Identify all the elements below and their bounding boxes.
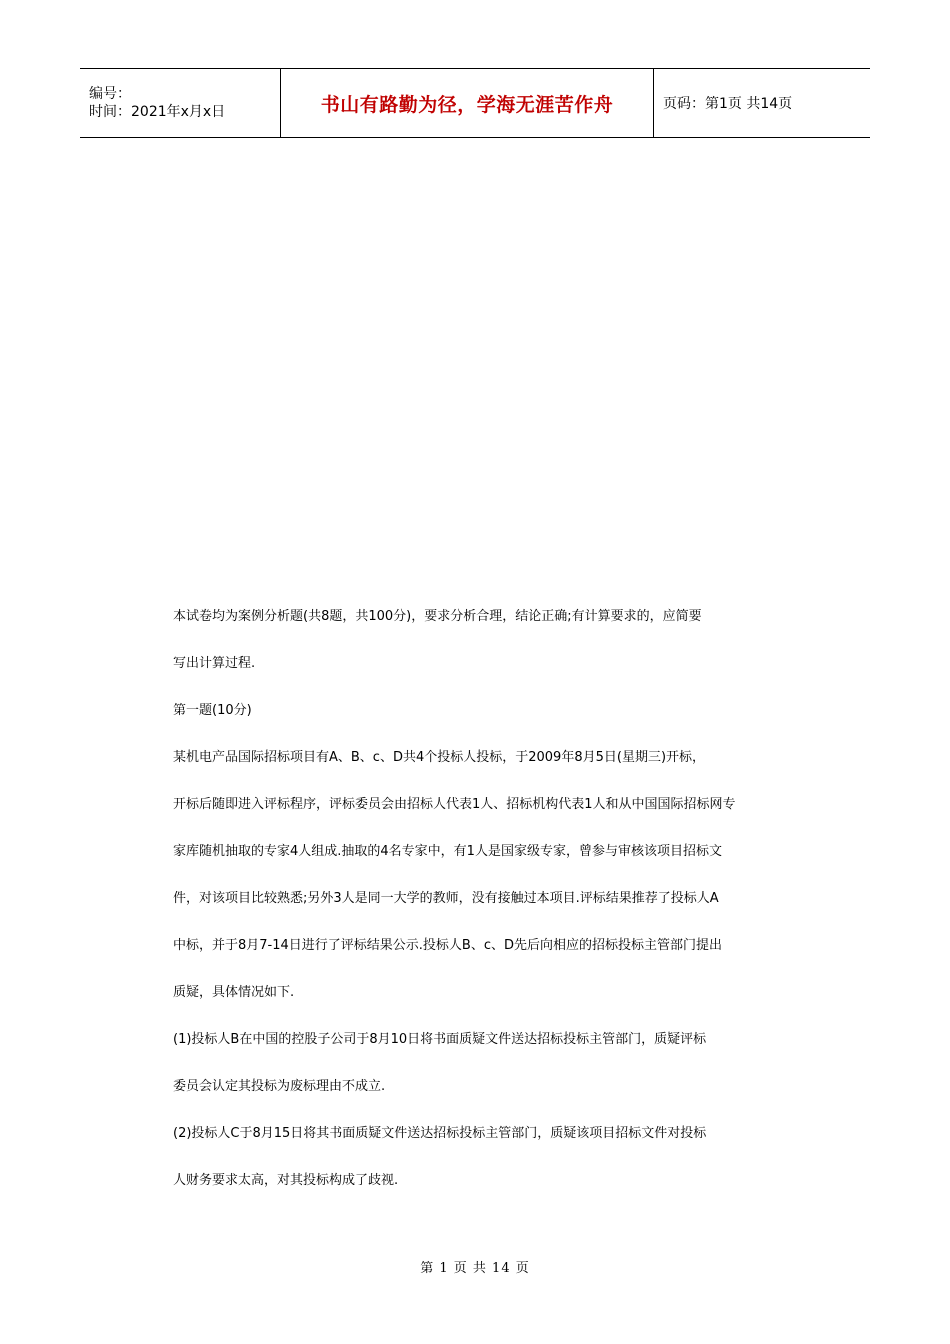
body-line: 家库随机抽取的专家4人组成.抽取的4名专家中，有1人是国家级专家，曾参与审核该项目招标文 bbox=[173, 844, 722, 859]
body-line: 写出计算过程. bbox=[173, 656, 256, 671]
body-line: (2)投标人C于8月15日将其书面质疑文件送达招标投标主管部门，质疑该项目招标文件对投标 bbox=[173, 1126, 707, 1141]
body-line: 中标，并于8月7-14日进行了评标结果公示.投标人B、c、D先后向相应的招标投标主管部门提出 bbox=[173, 938, 722, 953]
document-body bbox=[173, 593, 823, 1204]
body-line: 委员会认定其投标为废标理由不成立. bbox=[173, 1079, 386, 1094]
header-meta-cell bbox=[80, 69, 281, 137]
header-motto: 书山有路勤为径，学海无涯苦作舟 bbox=[320, 93, 614, 116]
document-number-label: 编号： bbox=[89, 86, 131, 102]
body-line: 开标后随即进入评标程序，评标委员会由招标人代表1人、招标机构代表1人和从中国国际招标网专 bbox=[173, 797, 736, 812]
body-line: 件，对该项目比较熟悉;另外3人是同一大学的教师，没有接触过本项目.评标结果推荐了投标人A bbox=[173, 891, 719, 906]
header-page-info: 页码：第1页 共14页 bbox=[663, 96, 793, 112]
body-line: 某机电产品国际招标项目有A、B、c、D共4个投标人投标，于2009年8月5日(星期三)开标， bbox=[173, 750, 706, 765]
body-line: 质疑，具体情况如下. bbox=[173, 985, 295, 1000]
header-page-cell bbox=[654, 69, 870, 137]
document-header bbox=[80, 68, 870, 138]
section-heading: 第一题(10分) bbox=[173, 703, 252, 718]
body-line: 本试卷均为案例分析题(共8题，共100分)，要求分析合理，结论正确;有计算要求的，应简要 bbox=[173, 609, 702, 624]
document-date-label: 时间：2021年x月x日 bbox=[89, 104, 226, 120]
page-footer: 第 1 页 共 14 页 bbox=[420, 1261, 530, 1276]
header-motto-cell bbox=[281, 69, 654, 137]
body-line: 人财务要求太高，对其投标构成了歧视. bbox=[173, 1173, 399, 1188]
body-line: (1)投标人B在中国的控股子公司于8月10日将书面质疑文件送达招标投标主管部门，质疑评标 bbox=[173, 1032, 707, 1047]
